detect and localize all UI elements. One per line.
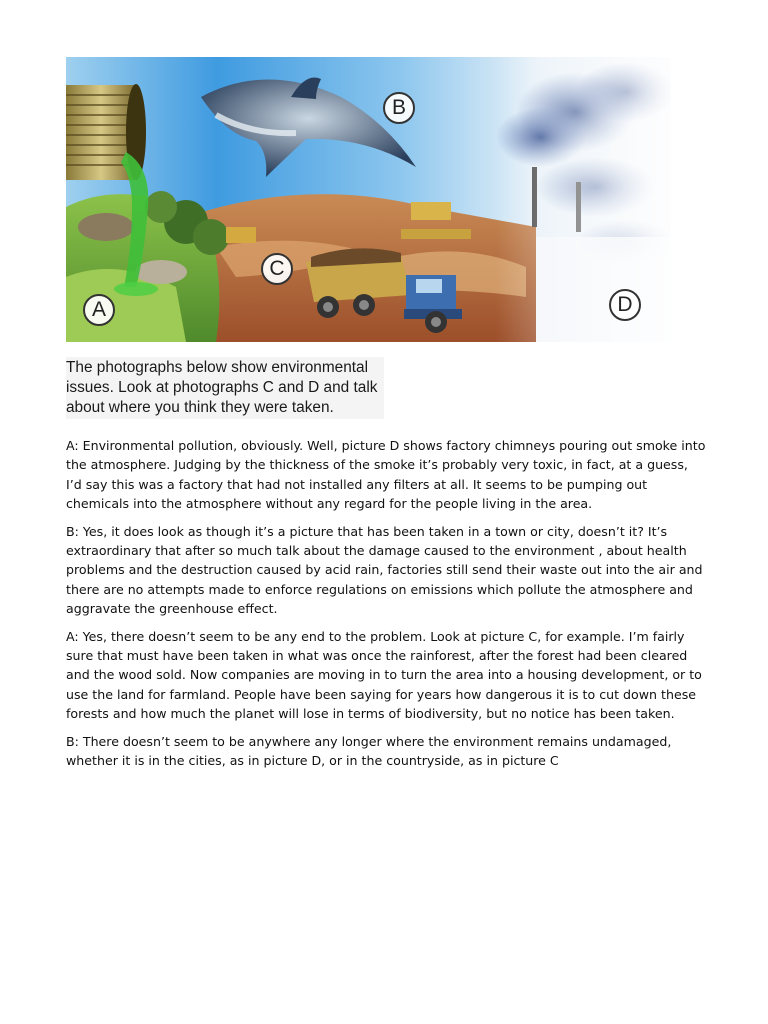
caption-line-3: about where you think they were taken.: [66, 399, 334, 416]
dialogue-paragraph-1: A: Environmental pollution, obviously. Well, picture D shows factory chimneys pouring out smoke into the atmosphere. Judging by the thickness of the smoke it’s probably very toxic, in fact, at a guess, I’d say this was a factory that had not installed any filters at all. It seems to be pumping out chemicals into the atmosphere without any regard for the people living in the area.: [66, 438, 706, 511]
photo-label-d: D: [609, 289, 641, 321]
photo-label-c: C: [261, 253, 293, 285]
collage-caption: [66, 357, 384, 419]
dialogue-text: [66, 436, 706, 779]
dialogue-paragraph-3: A: Yes, there doesn’t seem to be any end to the problem. Look at picture C, for example. I’m fairly sure that must have been taken in what was once the rainforest, after the forest had been cleared and the wood sold. Now companies are moving in to turn the area into a housing development, or to use the land for farmland. People have been saying for years how dangerous it is to cut down these forests and how much the planet will lose in terms of biodiversity, but no notice has been taken.: [66, 628, 702, 721]
dialogue-paragraph-4: B: There doesn’t seem to be anywhere any longer where the environment remains undamaged, whether it is in the cities, as in picture D, or in the countryside, as in picture C: [66, 733, 672, 768]
caption-line-1: The photographs below show environmental: [66, 359, 369, 376]
dialogue-paragraph-2: B: Yes, it does look as though it’s a picture that has been taken in a town or city, doesn’t it? It’s extraordinary that after so much talk about the damage caused to the environment , about health problems and the destruction caused by acid rain, factories still send their waste out into the air and there are no attempts made to enforce regulations on emissions which pollute the atmosphere and aggravate the greenhouse effect.: [66, 523, 703, 616]
caption-line-2: issues. Look at photographs C and D and talk: [66, 379, 378, 396]
environment-photo-collage: [66, 57, 671, 342]
photo-label-b: B: [383, 92, 415, 124]
photo-label-a: A: [83, 294, 115, 326]
collage-illustration: [66, 57, 671, 342]
